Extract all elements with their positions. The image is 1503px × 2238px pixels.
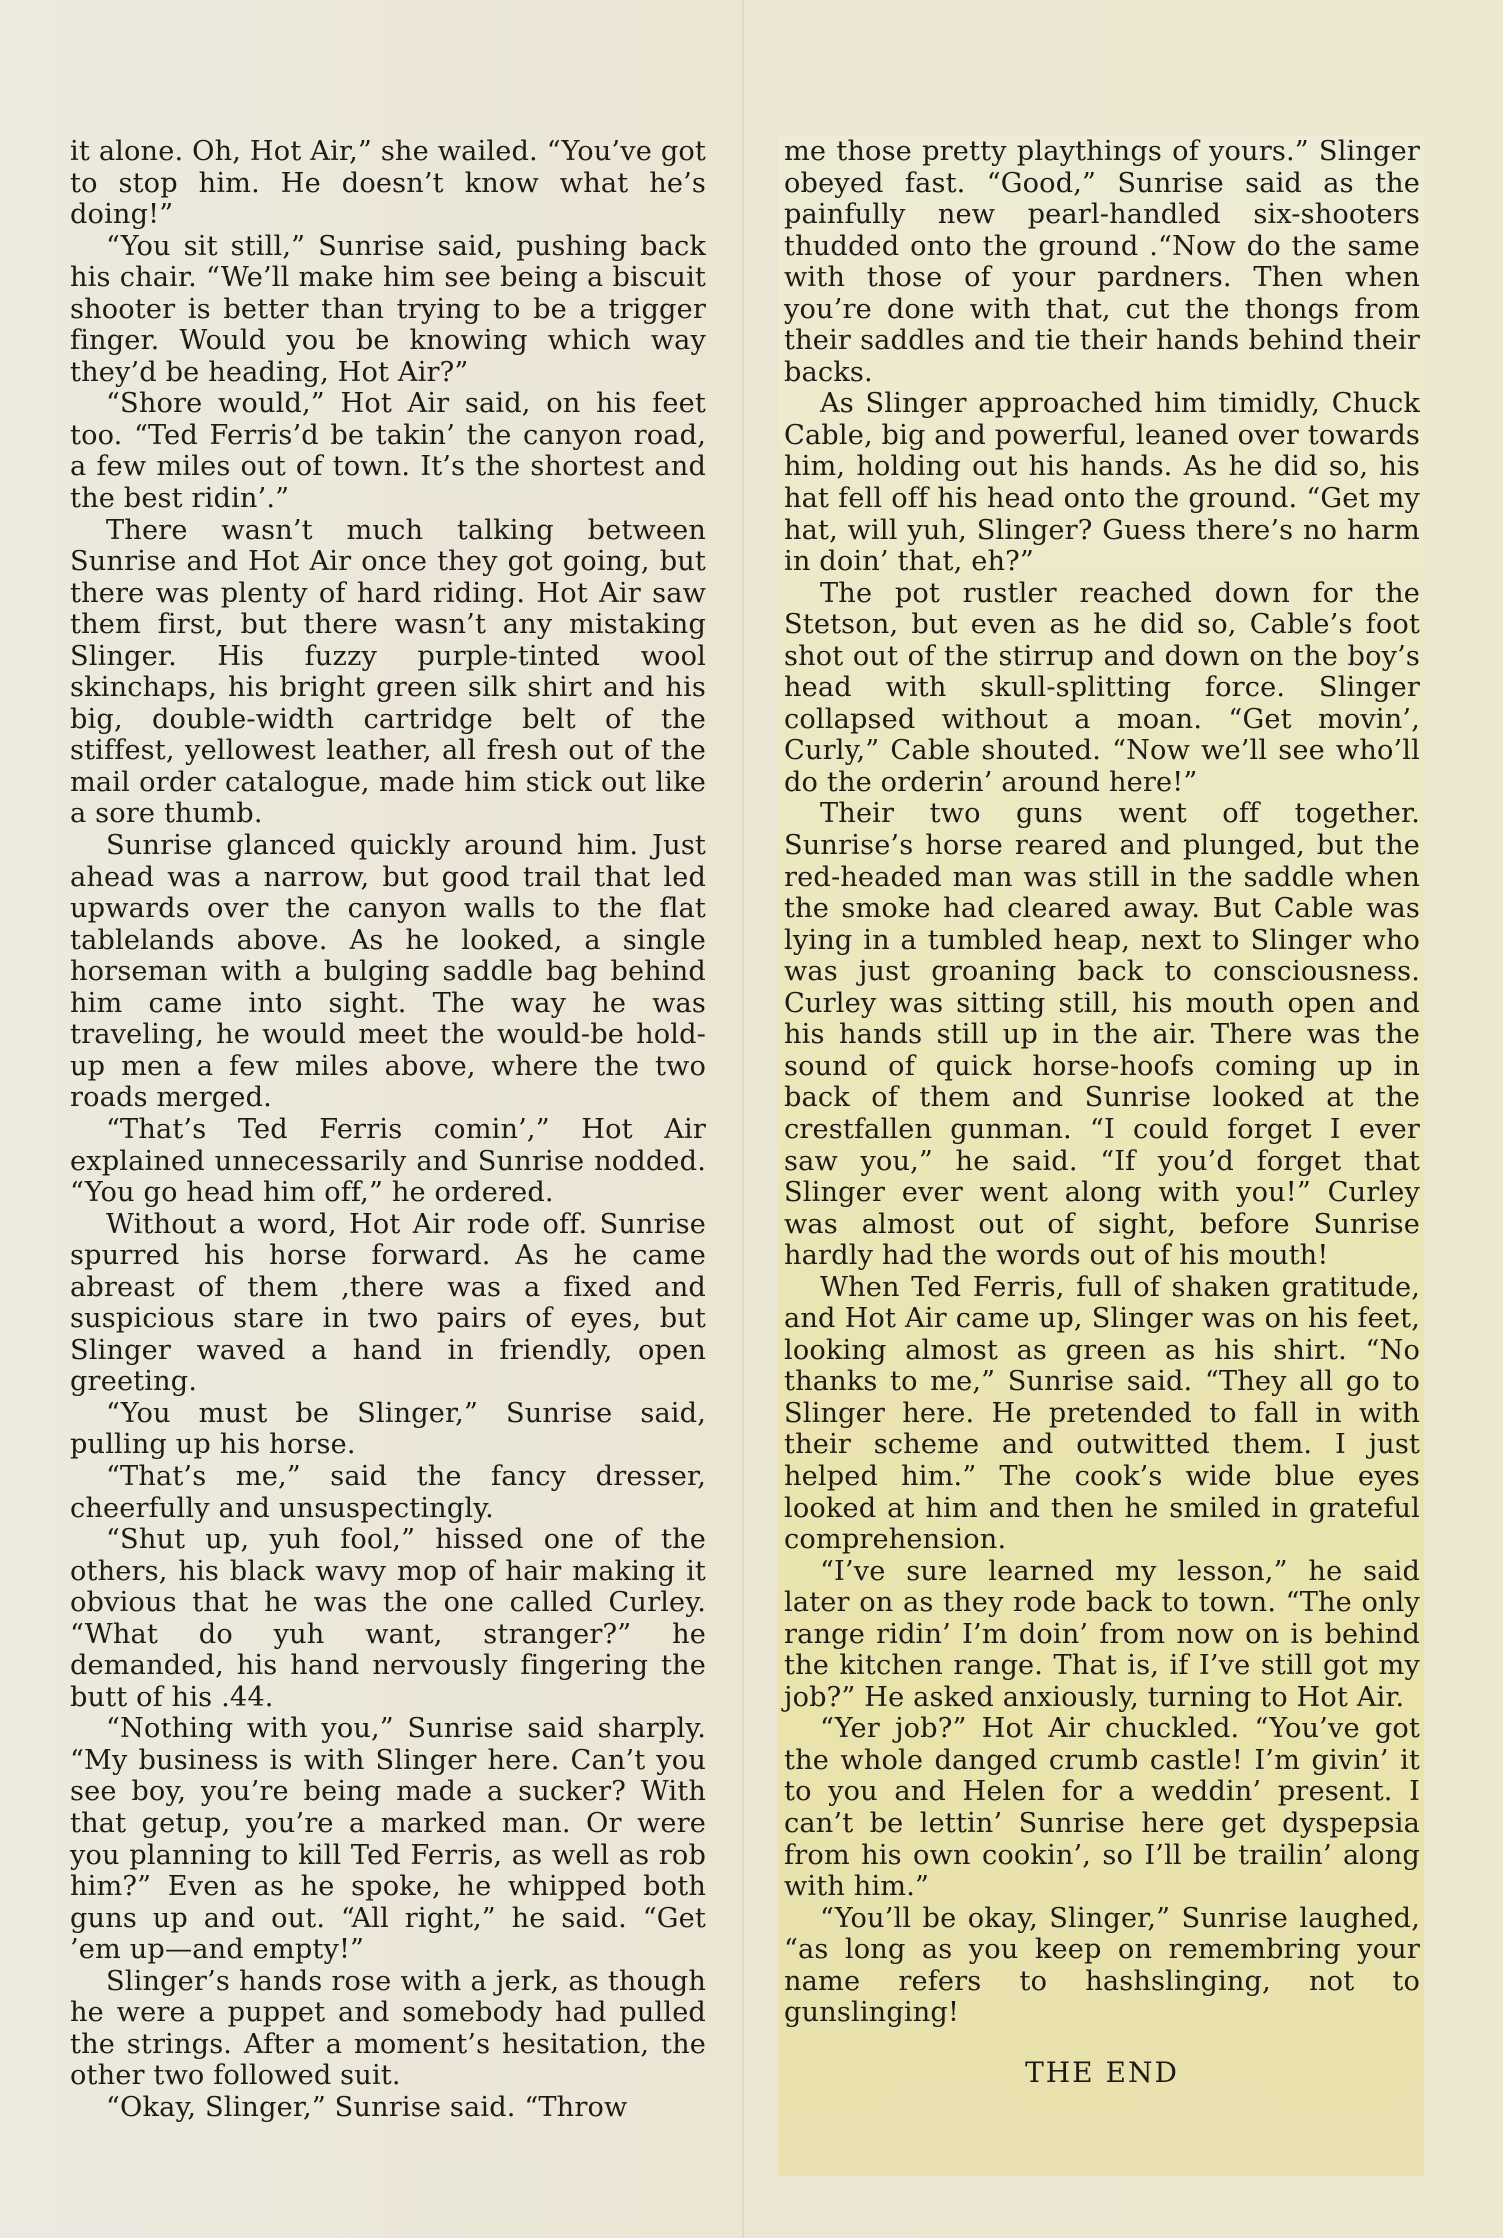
paragraph: Their two guns went off together. Sunrise’s horse reared and plunged, but the red-headed man was still in the saddle when the smoke had cleared away. But Cable was lying in a tumbled heap, next to Slinger who was just groaning back to consciousness. Curley was sitting still, his mouth open and his hands still up in the air. There was the sound of quick horse-hoofs coming up in back of them and Sunrise looked at the crestfallen gunman. “I could forget I ever saw you,” he said. “If you’d forget that Slinger ever went along with you!” Curley was almost out of sight, before Sunrise hardly had the words out of his mouth!	[784, 798, 1420, 1272]
paragraph: The pot rustler reached down for the Stetson, but even as he did so, Cable’s foot shot out of the stirrup and down on the boy’s head with skull-splitting force. Slinger collapsed without a moan. “Get movin’, Curly,” Cable shouted. “Now we’ll see who’ll do the orderin’ around here!”	[784, 577, 1420, 798]
paragraph: “Shut up, yuh fool,” hissed one of the others, his black wavy mop of hair making it obvious that he was the one called Curley. “What do yuh want, stranger?” he demanded, his hand nervously fingering the butt of his .44.	[70, 1524, 706, 1713]
left-column	[70, 136, 706, 2123]
paragraph: it alone. Oh, Hot Air,” she wailed. “You’ve got to stop him. He doesn’t know what he’s doing!”	[70, 136, 706, 231]
paragraph: There wasn’t much talking between Sunrise and Hot Air once they got going, but there was plenty of hard riding. Hot Air saw them first, but there wasn’t any mistaking Slinger. His fuzzy purple-tinted wool skinchaps, his bright green silk shirt and his big, double-width cartridge belt of the stiffest, yellowest leather, all fresh out of the mail order catalogue, made him stick out like a sore thumb.	[70, 514, 706, 830]
paragraph: Sunrise glanced quickly around him. Just ahead was a narrow, but good trail that led upwards over the canyon walls to the flat tablelands above. As he looked, a single horseman with a bulging saddle bag behind him came into sight. The way he was traveling, he would meet the would-be hold-up men a few miles above, where the two roads merged.	[70, 830, 706, 1114]
paragraph: “You’ll be okay, Slinger,” Sunrise laughed, “as long as you keep on remembring your name refers to hashslinging, not to gunslinging!	[784, 1902, 1420, 2029]
paragraph: “That’s Ted Ferris comin’,” Hot Air explained unnecessarily and Sunrise nodded. “You go head him off,” he ordered.	[70, 1113, 706, 1209]
paragraph: me those pretty playthings of yours.” Slinger obeyed fast. “Good,” Sunrise said as the painfully new pearl-handled six-shooters thudded onto the ground .“Now do the same with those of your pardners. Then when you’re done with that, cut the thongs from their saddles and tie their hands behind their backs.	[784, 136, 1420, 388]
page-crease	[742, 0, 744, 2238]
paragraph: Without a word, Hot Air rode off. Sunrise spurred his horse forward. As he came abreast of them ,there was a fixed and suspicious stare in two pairs of eyes, but Slinger waved a hand in friendly, open greeting.	[70, 1208, 706, 1398]
paragraph: “Shore would,” Hot Air said, on his feet too. “Ted Ferris’d be takin’ the canyon road, a few miles out of town. It’s the shortest and the best ridin’.”	[70, 388, 706, 515]
paragraph: Slinger’s hands rose with a jerk, as though he were a puppet and somebody had pulled the strings. After a moment’s hesitation, the other two followed suit.	[70, 1965, 706, 2092]
paragraph: “I’ve sure learned my lesson,” he said later on as they rode back to town. “The only range ridin’ I’m doin’ from now on is behind the kitchen range. That is, if I’ve still got my job?” He asked anxiously, turning to Hot Air.	[784, 1555, 1420, 1713]
paragraph: “You must be Slinger,” Sunrise said, pulling up his horse.	[70, 1397, 706, 1461]
the-end-label: THE END	[1025, 2055, 1179, 2089]
paragraph: As Slinger approached him timidly, Chuck Cable, big and powerful, leaned over towards him, holding out his hands. As he did so, his hat fell off his head onto the ground. “Get my hat, will yuh, Slinger? Guess there’s no harm in doin’ that, eh?”	[784, 388, 1420, 578]
paragraph: “Okay, Slinger,” Sunrise said. “Throw	[106, 2091, 628, 2123]
right-column	[778, 136, 1424, 2176]
paragraph: When Ted Ferris, full of shaken gratitude, and Hot Air came up, Slinger was on his feet, looking almost as green as his shirt. “No thanks to me,” Sunrise said. “They all go to Slinger here. He pretended to fall in with their scheme and outwitted them. I just helped him.” The cook’s wide blue eyes looked at him and then he smiled in grateful comprehension.	[784, 1271, 1420, 1556]
paragraph: “That’s me,” said the fancy dresser, cheerfully and unsuspectingly.	[70, 1460, 706, 1524]
paragraph: “You sit still,” Sunrise said, pushing back his chair. “We’ll make him see being a biscuit shooter is better than trying to be a trigger finger. Would you be knowing which way they’d be heading, Hot Air?”	[70, 230, 706, 388]
paragraph: “Yer job?” Hot Air chuckled. “You’ve got the whole danged crumb castle! I’m givin’ it to you and Helen for a weddin’ present. I can’t be lettin’ Sunrise here get dyspepsia from his own cookin’, so I’ll be trailin’ along with him.”	[784, 1713, 1420, 1903]
paragraph: “Nothing with you,” Sunrise said sharply. “My business is with Slinger here. Can’t you see boy, you’re being made a sucker? With that getup, you’re a marked man. Or were you planning to kill Ted Ferris, as well as rob him?” Even as he spoke, he whipped both guns up and out. “All right,” he said. “Get ’em up—and empty!”	[70, 1713, 706, 1966]
